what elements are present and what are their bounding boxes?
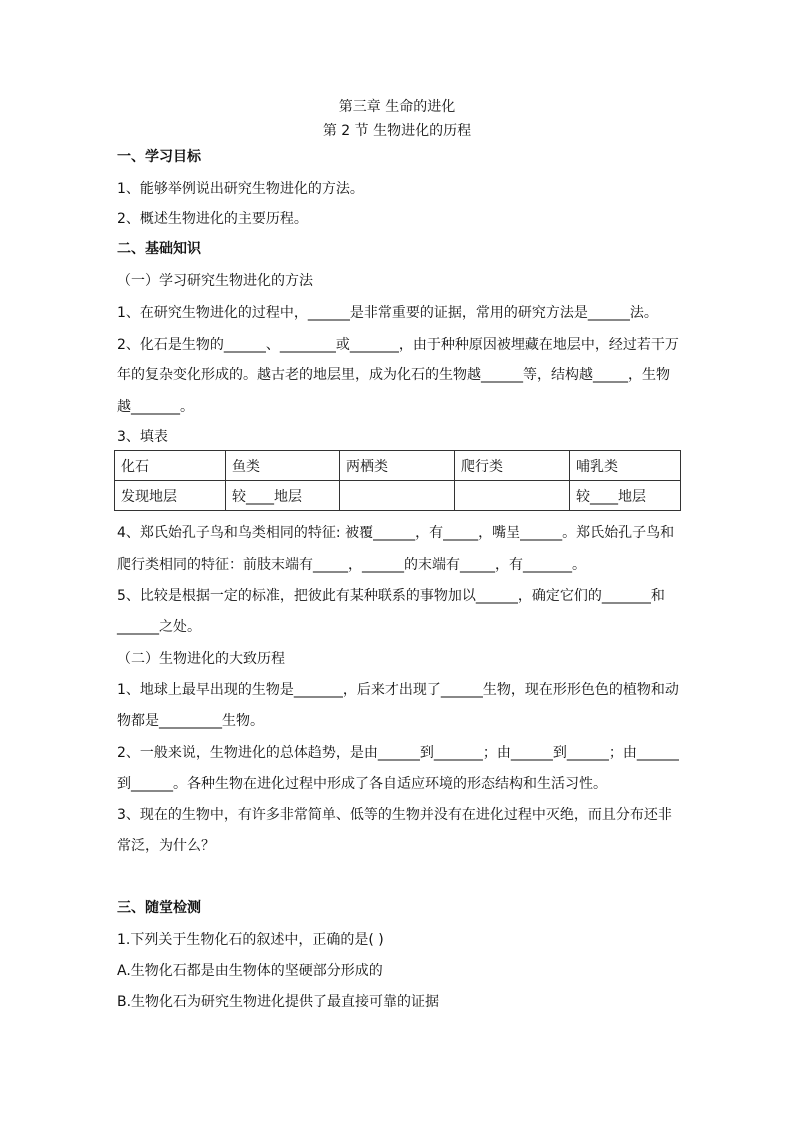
table-cell: 发现地层 — [115, 481, 226, 511]
table-cell: 鱼类 — [226, 451, 340, 481]
history-question-1-line-2: 物都是_________生物。 — [117, 713, 264, 729]
table-cell: 较____地层 — [226, 481, 340, 511]
table-cell: 化石 — [115, 451, 226, 481]
history-question-2-line-1: 2、一般来说，生物进化的总体趋势，是由______到_______；由______到______；由______ — [117, 745, 679, 761]
question-5-line-2: ______之处。 — [117, 619, 201, 635]
subsection-heading-history: （二）生物进化的大致历程 — [117, 651, 285, 667]
section-title: 第 2 节 生物进化的历程 — [322, 123, 472, 139]
section-heading-check: 三、随堂检测 — [117, 900, 201, 916]
question-3: 3、填表 — [117, 429, 168, 445]
history-question-2-line-2: 到______。各种生物在进化过程中形成了各自适应环境的形态结构和生活习性。 — [117, 776, 607, 792]
question-1: 1、在研究生物进化的过程中，______是非常重要的证据，常用的研究方法是______法。 — [117, 305, 658, 321]
table-row — [115, 451, 681, 481]
history-question-3-line-1: 3、现在的生物中，有许多非常简单、低等的生物并没有在进化过程中灭绝，而且分布还非 — [117, 807, 672, 823]
history-question-1-line-1: 1、地球上最早出现的生物是_______，后来才出现了______生物，现在形形色色的植物和动 — [117, 682, 679, 698]
goal-item-2: 2、概述生物进化的主要历程。 — [117, 211, 308, 227]
question-4-line-2: 爬行类相同的特征：前肢末端有_____，______的末端有_____，有_______。 — [117, 557, 586, 573]
table-cell — [455, 481, 570, 511]
section-heading-basics: 二、基础知识 — [117, 241, 201, 257]
question-5-line-1: 5、比较是根据一定的标准，把彼此有某种联系的事物加以______，确定它们的_______和 — [117, 588, 665, 604]
table-cell: 两栖类 — [340, 451, 455, 481]
section-heading-goals: 一、学习目标 — [117, 149, 201, 165]
goal-item-1: 1、能够举例说出研究生物进化的方法。 — [117, 181, 364, 197]
subsection-heading-methods: （一）学习研究生物进化的方法 — [117, 273, 313, 289]
table-cell: 哺乳类 — [570, 451, 681, 481]
question-2-line-1: 2、化石是生物的______、________或_______，由于种种原因被埋藏在地层中，经过若干万 — [117, 337, 679, 353]
question-2-line-3: 越_______。 — [117, 399, 194, 415]
table-cell: 爬行类 — [455, 451, 570, 481]
question-4-line-1: 4、郑氏始孔子鸟和鸟类相同的特征: 被覆______，有_____，嘴呈______。郑氏始孔子鸟和 — [117, 525, 675, 541]
option-b: B.生物化石为研究生物进化提供了最直接可靠的证据 — [117, 994, 440, 1010]
check-question-1: 1.下列关于生物化石的叙述中，正确的是( ) — [117, 932, 384, 948]
option-a: A.生物化石都是由生物体的坚硬部分形成的 — [117, 963, 383, 979]
history-question-3-line-2: 常泛，为什么？ — [117, 838, 215, 854]
question-2-line-2: 年的复杂变化形成的。越古老的地层里，成为化石的生物越______等，结构越_____，生物 — [117, 367, 670, 383]
chapter-title: 第三章 生命的进化 — [338, 99, 456, 115]
fossil-table — [114, 450, 681, 511]
table-cell: 较____地层 — [570, 481, 681, 511]
table-row — [115, 481, 681, 511]
table-cell — [340, 481, 455, 511]
